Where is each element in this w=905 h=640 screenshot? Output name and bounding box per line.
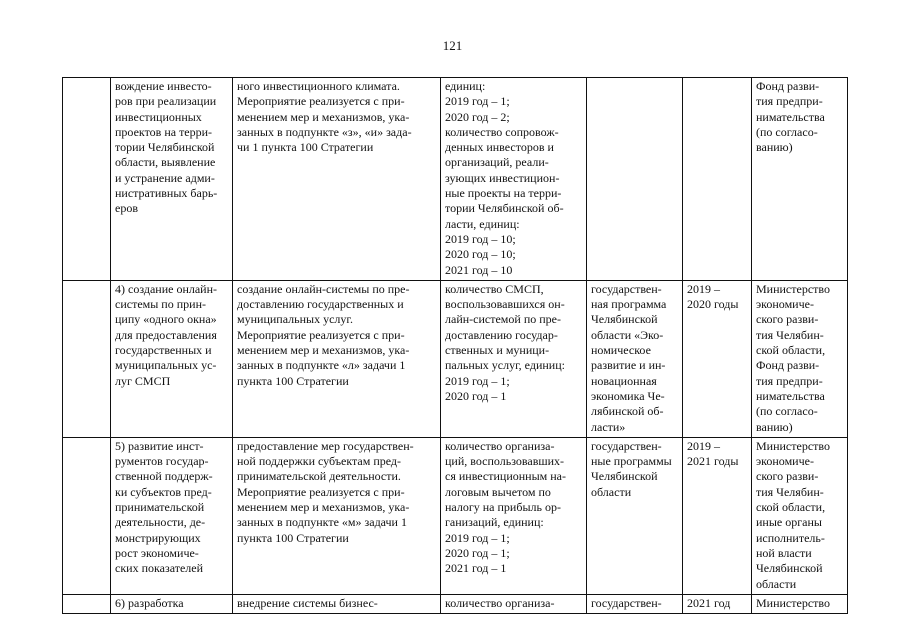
cell-task [111, 437, 233, 594]
cell-line: луг СМСП [115, 373, 171, 388]
cell-line: ственных и муници- [445, 343, 550, 358]
table-row [63, 437, 848, 594]
cell-measure [233, 78, 441, 281]
cell-line: 2019 – [687, 281, 720, 296]
cell-num [63, 78, 111, 281]
cell-line: менением мер и механизмов, ука- [237, 109, 410, 124]
cell-line: пункта 100 Стратегии [237, 530, 349, 545]
cell-indicator [441, 280, 587, 437]
cell-num [63, 594, 111, 613]
cell-executor [752, 437, 848, 594]
cell-line: Мероприятие реализуется с при- [237, 484, 405, 499]
cell-line: ные проекты на терри- [445, 186, 562, 201]
cell-line: ные программы [591, 454, 672, 469]
cell-line: менением мер и механизмов, ука- [237, 343, 410, 358]
cell-line: ной власти [756, 545, 812, 560]
cell-executor [752, 594, 848, 613]
cell-line: занных в подпункте «м» задачи 1 [237, 515, 407, 530]
cell-line: деятельности, де- [115, 515, 206, 530]
cell-line: Челябинской [756, 561, 823, 576]
cell-line: количество организа- [445, 438, 555, 453]
cell-line: развитие и ин- [591, 358, 666, 373]
cell-line: исполнитель- [756, 530, 825, 545]
cell-term [683, 437, 752, 594]
cell-line: Министерство [756, 281, 830, 296]
cell-num [63, 437, 111, 594]
cell-program [587, 78, 683, 281]
table-row [63, 280, 848, 437]
cell-line: экономиче- [756, 297, 814, 312]
cell-line: 2020 год – 1 [445, 388, 507, 403]
cell-line: единиц: [445, 79, 486, 93]
cell-line: 4) создание онлайн- [115, 281, 218, 296]
cell-line: ципу «одного окна» [115, 312, 217, 327]
cell-task [111, 594, 233, 613]
cell-line: чи 1 пункта 100 Стратегии [237, 140, 374, 155]
cell-line: муниципальных услуг. [237, 312, 353, 327]
cell-line: предоставление мер государствен- [237, 438, 414, 453]
cell-line: иные органы [756, 515, 822, 530]
cell-executor [752, 280, 848, 437]
cell-line: 2019 год – 1; [445, 530, 510, 545]
cell-line: ской области, [756, 343, 826, 358]
cell-measure [233, 594, 441, 613]
cell-executor [752, 78, 848, 281]
cell-term [683, 280, 752, 437]
cell-line: организаций, реали- [445, 155, 549, 170]
cell-line: рост экономиче- [115, 545, 199, 560]
cell-line: ской области, [756, 500, 826, 515]
cell-line: 6) разработка [115, 595, 184, 610]
cell-line: налогу на прибыль ор- [445, 500, 561, 515]
cell-line: лябинской об- [591, 404, 664, 419]
cell-measure [233, 280, 441, 437]
cell-line: области [756, 576, 797, 591]
cell-line: 2019 год – 1; [445, 373, 510, 388]
cell-line: и устранение адми- [115, 170, 215, 185]
cell-line: ласти» [591, 419, 626, 434]
cell-line: рументов государ- [115, 454, 209, 469]
cell-line: области, выявление [115, 155, 216, 170]
cell-line: экономика Че- [591, 388, 665, 403]
cell-task [111, 280, 233, 437]
cell-line: инвестиционных [115, 109, 202, 124]
cell-line: занных в подпункте «з», «и» зада- [237, 124, 412, 139]
cell-line: ских показателей [115, 561, 204, 576]
cell-line: логовым вычетом по [445, 484, 551, 499]
cell-line: доставлению государственных и [237, 297, 404, 312]
cell-line: государствен- [591, 438, 662, 453]
cell-line: Мероприятие реализуется с при- [237, 94, 405, 109]
cell-line: государствен- [591, 595, 662, 610]
cell-line: менением мер и механизмов, ука- [237, 500, 410, 515]
cell-program [587, 437, 683, 594]
cell-line: ки субъектов пред- [115, 484, 212, 499]
cell-line: (по согласо- [756, 404, 818, 419]
cell-line: ганизаций, единиц: [445, 515, 544, 530]
cell-line: ся инвестиционным на- [445, 469, 566, 484]
cell-line: Челябинской [591, 312, 658, 327]
cell-line: занных в подпункте «л» задачи 1 [237, 358, 406, 373]
cell-line: внедрение системы бизнес- [237, 595, 378, 610]
cell-line: системы по прин- [115, 297, 206, 312]
cell-line: (по согласо- [756, 124, 818, 139]
cell-line: номическое [591, 343, 651, 358]
page-number: 121 [442, 38, 463, 53]
cell-line: 2020 год – 1; [445, 545, 510, 560]
cell-task [111, 78, 233, 281]
cell-line: Министерство [756, 595, 830, 610]
cell-line: ций, воспользовавших- [445, 454, 565, 469]
cell-line: вождение инвесто- [115, 79, 212, 93]
cell-program [587, 594, 683, 613]
strategy-measures-table [62, 77, 848, 614]
cell-line: доставлению государ- [445, 327, 558, 342]
cell-line: ров при реализации [115, 94, 217, 109]
cell-line: тия предпри- [756, 94, 823, 109]
cell-line: тия предпри- [756, 373, 823, 388]
cell-line: для предоставления [115, 327, 217, 342]
cell-line: области [591, 484, 632, 499]
cell-line: ванию) [756, 419, 793, 434]
cell-line: 2019 год – 10; [445, 231, 516, 246]
cell-line: количество сопровож- [445, 124, 559, 139]
cell-line: лайн-системой по пре- [445, 312, 561, 327]
table-row [63, 78, 848, 281]
cell-line: пункта 100 Стратегии [237, 373, 349, 388]
cell-line: тории Челябинской об- [445, 201, 564, 216]
cell-line: пальных услуг, единиц: [445, 358, 565, 373]
cell-line: новационная [591, 373, 657, 388]
cell-line: зующих инвестицион- [445, 170, 560, 185]
cell-line: Мероприятие реализуется с при- [237, 327, 405, 342]
cell-line: 5) развитие инст- [115, 438, 204, 453]
cell-line: принимательской [115, 500, 205, 515]
cell-line: количество организа- [445, 595, 555, 610]
cell-line: ной поддержки субъектам пред- [237, 454, 402, 469]
cell-line: муниципальных ус- [115, 358, 217, 373]
cell-line: 2019 год – 1; [445, 94, 510, 109]
cell-line: 2020 годы [687, 297, 739, 312]
cell-program [587, 280, 683, 437]
cell-line: Фонд разви- [756, 358, 820, 373]
cell-line: нимательства [756, 109, 825, 124]
cell-line: принимательской деятельности. [237, 469, 401, 484]
cell-line: монстрирующих [115, 530, 201, 545]
cell-line: нистративных барь- [115, 186, 218, 201]
cell-term [683, 594, 752, 613]
cell-line: количество СМСП, [445, 281, 544, 296]
cell-num [63, 280, 111, 437]
cell-line: создание онлайн-системы по пре- [237, 281, 410, 296]
cell-line: ванию) [756, 140, 793, 155]
cell-term [683, 78, 752, 281]
cell-line: области «Эко- [591, 327, 664, 342]
cell-line: 2021 год – 10 [445, 262, 513, 277]
cell-line: государственных и [115, 343, 212, 358]
cell-line: ственной поддерж- [115, 469, 213, 484]
cell-indicator [441, 437, 587, 594]
cell-line: проектов на терри- [115, 124, 213, 139]
cell-line: тия Челябин- [756, 327, 824, 342]
cell-line: ского разви- [756, 469, 819, 484]
cell-line: 2019 – [687, 438, 720, 453]
cell-line: ского разви- [756, 312, 819, 327]
cell-line: 2020 год – 10; [445, 247, 516, 262]
cell-line: денных инвесторов и [445, 140, 554, 155]
table-row [63, 594, 848, 613]
cell-line: экономиче- [756, 454, 814, 469]
cell-line: тории Челябинской [115, 140, 215, 155]
cell-indicator [441, 78, 587, 281]
cell-line: еров [115, 201, 138, 216]
cell-line: государствен- [591, 281, 662, 296]
cell-line: 2021 год – 1 [445, 561, 507, 576]
cell-line: воспользовавшихся он- [445, 297, 565, 312]
cell-line: 2021 год [687, 595, 731, 610]
cell-measure [233, 437, 441, 594]
cell-indicator [441, 594, 587, 613]
cell-line: Министерство [756, 438, 830, 453]
cell-line: 2021 годы [687, 454, 739, 469]
cell-line: нимательства [756, 388, 825, 403]
cell-line: ласти, единиц: [445, 216, 520, 231]
cell-line: 2020 год – 2; [445, 109, 510, 124]
cell-line: ная программа [591, 297, 667, 312]
cell-line: ного инвестиционного климата. [237, 79, 400, 93]
cell-line: тия Челябин- [756, 484, 824, 499]
cell-line: Фонд разви- [756, 79, 820, 93]
cell-line: Челябинской [591, 469, 658, 484]
